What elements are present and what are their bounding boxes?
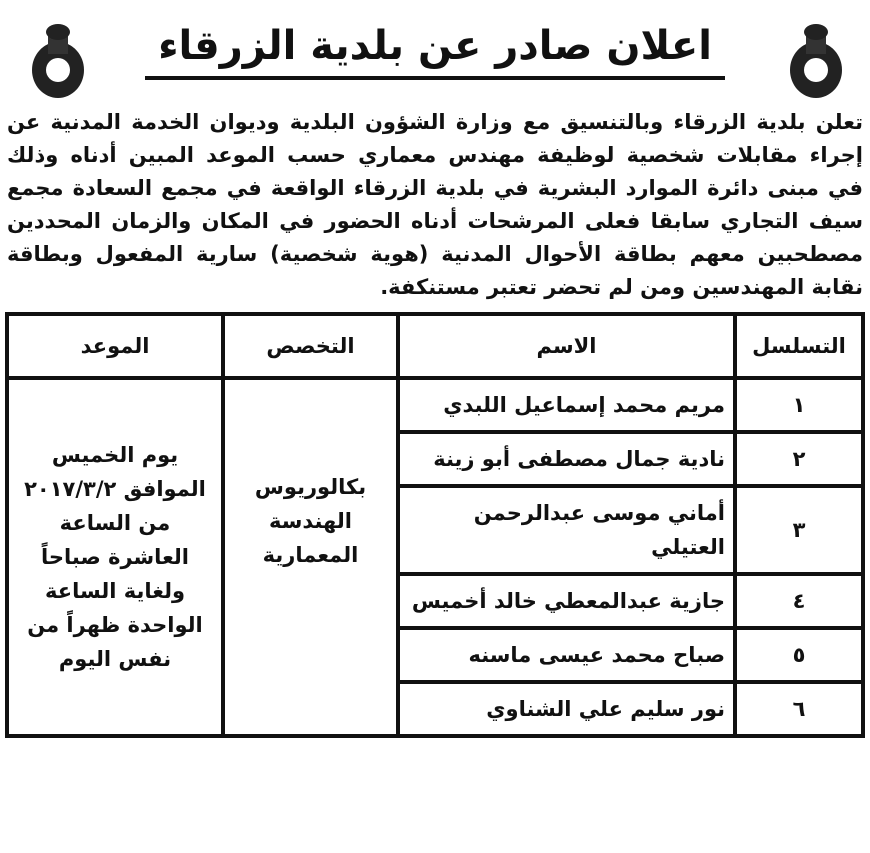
date-cell: يوم الخميس الموافق ٢٠١٧/٣/٢ من الساعة العاشرة صباحاً ولغاية الساعة الواحدة ظهراً من نفس اليوم <box>9 380 221 734</box>
municipality-logo-right-icon <box>786 22 846 102</box>
row-name: نور سليم علي الشناوي <box>400 684 733 734</box>
header-name: الاسم <box>400 316 733 376</box>
row-serial: ٢ <box>737 434 861 484</box>
body-line: تعلن بلدية الزرقاء وبالتنسيق مع وزارة الشؤون البلدية وديوان الخدمة المدنية عن <box>7 110 863 134</box>
body-line: في مبنى دائرة الموارد البشرية في بلدية الزرقاء الواقعة في مجمع السعادة مجمع <box>7 176 863 200</box>
municipality-logo-left-icon <box>28 22 88 102</box>
specialty-cell: بكالوريوس الهندسة المعمارية <box>225 380 396 734</box>
body-line: نقابة المهندسين ومن لم تحضر تعتبر مستنكفة. <box>380 275 863 299</box>
row-serial: ٥ <box>737 630 861 680</box>
page-title: اعلان صادر عن بلدية الزرقاء <box>145 16 725 80</box>
header-date: الموعد <box>9 316 221 376</box>
row-name: أماني موسى عبدالرحمن العتيلي <box>400 488 733 572</box>
row-name: نادية جمال مصطفى أبو زينة <box>400 434 733 484</box>
announcement-body <box>7 106 863 304</box>
body-line: إجراء مقابلات شخصية لوظيفة مهندس معماري حسب الموعد المبين أدناه وذلك <box>7 143 863 167</box>
row-serial: ٤ <box>737 576 861 626</box>
body-line: مصطحبين معهم بطاقة الأحوال المدنية (هوية شخصية) سارية المفعول وبطاقة <box>7 242 863 266</box>
row-name: صباح محمد عيسى ماسنه <box>400 630 733 680</box>
header-serial: التسلسل <box>737 316 861 376</box>
row-name: مريم محمد إسماعيل اللبدي <box>400 380 733 430</box>
body-line: سيف التجاري سابقا فعلى المرشحات أدناه الحضور في المكان والزمان المحددين <box>7 209 863 233</box>
header-specialty: التخصص <box>225 316 396 376</box>
row-serial: ٣ <box>737 488 861 572</box>
row-name: جازية عبدالمعطي خالد أخميس <box>400 576 733 626</box>
row-serial: ١ <box>737 380 861 430</box>
row-serial: ٦ <box>737 684 861 734</box>
header <box>5 0 865 100</box>
table-row <box>9 380 861 430</box>
candidates-table <box>5 312 865 738</box>
